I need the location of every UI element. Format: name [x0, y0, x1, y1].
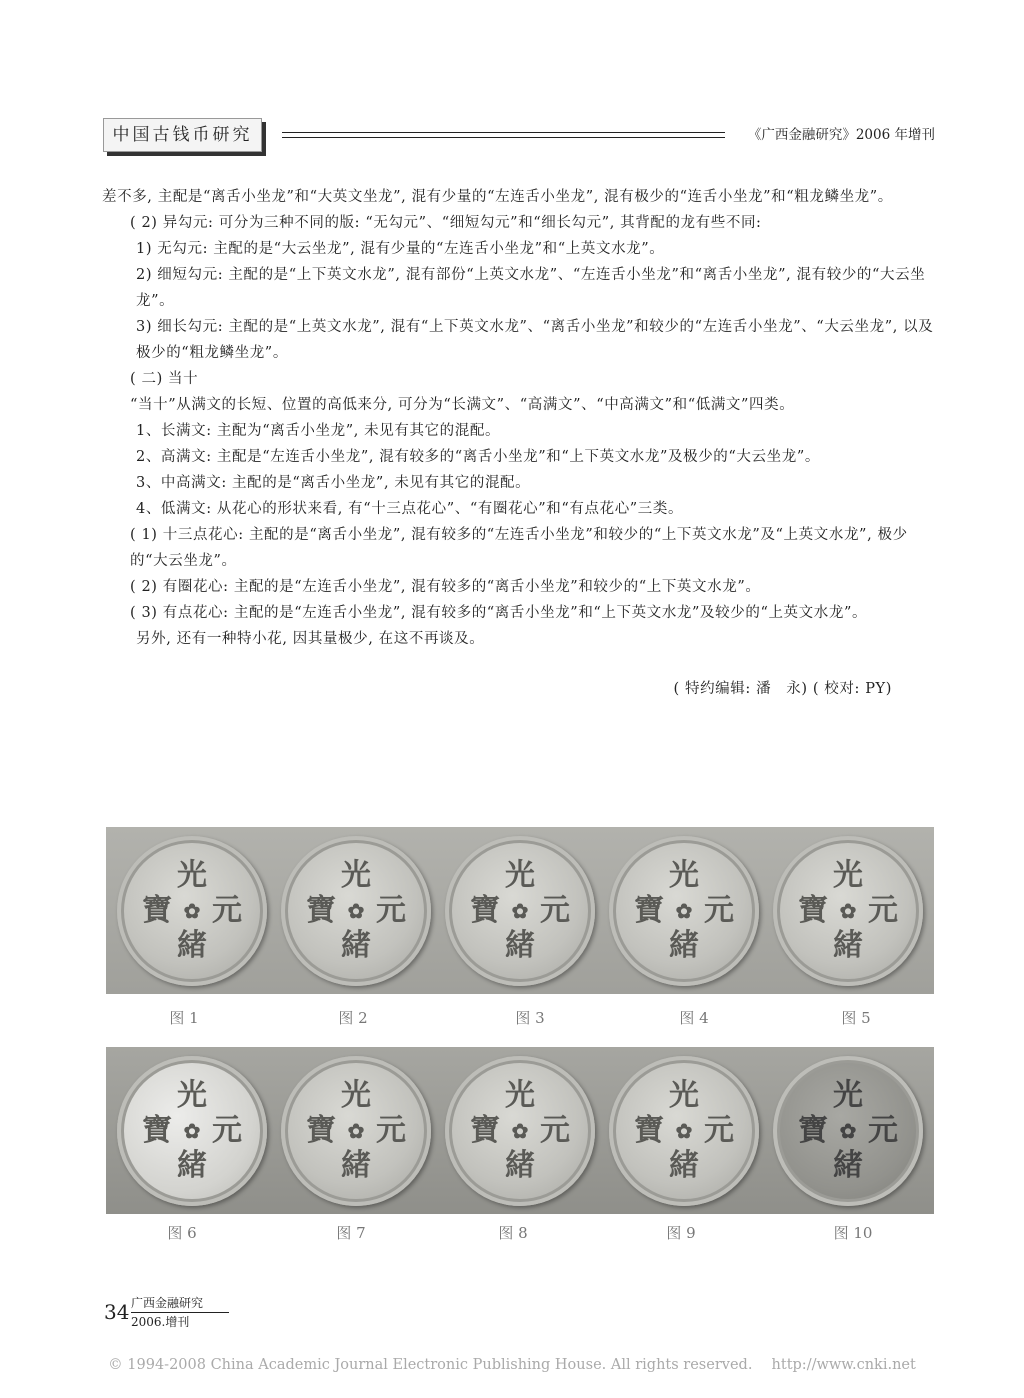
figure-caption: 图 5 — [841, 1009, 871, 1027]
paragraph: 4、低满文: 从花心的形状来看, 有“十三点花心”、“有圈花心”和“有点花心”三类。 — [136, 501, 684, 517]
paragraph: 另外, 还有一种特小花, 因其量极少, 在这不再谈及。 — [136, 631, 485, 647]
article-body — [102, 184, 938, 702]
figure-caption: 图 6 — [167, 1224, 197, 1242]
paragraph: 2) 细短勾元: 主配的是“上下英文水龙”, 混有部份“上英文水龙”、“左连舌小坐龙”和“离舌小坐龙”, 混有较少的“大云坐龙”。 — [136, 267, 926, 309]
header-rule-bottom — [282, 137, 725, 138]
paragraph: 1、长满文: 主配为“离舌小坐龙”, 未见有其它的混配。 — [136, 423, 501, 439]
coin-photo-strip-1 — [106, 827, 934, 994]
figure-caption: 图 4 — [679, 1009, 709, 1027]
section-heading: ( 二) 当十 — [130, 371, 199, 387]
section-label: 中国古钱币研究 — [103, 118, 262, 152]
page-number: 34 — [104, 1300, 130, 1324]
figure-caption: 图 1 — [169, 1009, 199, 1027]
paragraph: 3) 细长勾元: 主配的是“上英文水龙”, 混有“上下英文水龙”、“离舌小坐龙”和较少的“左连舌小坐龙”、“大云坐龙”, 以及极少的“粗龙鳞坐龙”。 — [136, 319, 934, 361]
coin-image: 光 寶 元 緒 ✿ — [773, 836, 923, 986]
editor-note: ( 特约编辑: 潘 永) ( 校对: PY) — [673, 681, 892, 697]
figure-caption: 图 2 — [338, 1009, 368, 1027]
figure-caption: 图 3 — [515, 1009, 545, 1027]
coin-image: 光 寶 元 緒 ✿ — [117, 836, 267, 986]
figure-caption: 图 8 — [498, 1224, 528, 1242]
coin-image: 光 寶 元 緒 ✿ — [609, 1056, 759, 1206]
coin-photo-strip-2 — [106, 1047, 934, 1214]
coin-image: 光 寶 元 緒 ✿ — [281, 1056, 431, 1206]
paragraph: ( 3) 有点花心: 主配的是“左连舌小坐龙”, 混有较多的“离舌小坐龙”和“上下英文水龙”及较少的“上英文水龙”。 — [130, 605, 868, 621]
coin-image: 光 寶 元 緒 ✿ — [445, 1056, 595, 1206]
paragraph: ( 2) 异勾元: 可分为三种不同的版: “无勾元”、“细短勾元”和“细长勾元”, 其背配的龙有些不同: — [130, 215, 762, 231]
footer-issue: 2006.增刊 — [131, 1315, 190, 1329]
footer-journal: 广西金融研究 — [131, 1296, 204, 1310]
figure-caption: 图 10 — [833, 1224, 873, 1242]
paragraph: ( 1) 十三点花心: 主配的是“离舌小坐龙”, 混有较多的“左连舌小坐龙”和较少的“上下英文水龙”及“上英文水龙”, 极少的“大云坐龙”。 — [130, 527, 908, 569]
paragraph: ( 2) 有圈花心: 主配的是“左连舌小坐龙”, 混有较多的“离舌小坐龙”和较少的“上下英文水龙”。 — [130, 579, 761, 595]
coin-image: 光 寶 元 緒 ✿ — [117, 1056, 267, 1206]
paragraph: “当十”从满文的长短、位置的高低来分, 可分为“长满文”、“高满文”、“中高满文”和“低满文”四类。 — [130, 397, 795, 413]
figure-caption: 图 9 — [666, 1224, 696, 1242]
coin-image: 光 寶 元 緒 ✿ — [609, 836, 759, 986]
paragraph: 3、中高满文: 主配的是“离舌小坐龙”, 未见有其它的混配。 — [136, 475, 531, 491]
header-rule-top — [282, 132, 725, 133]
figure-caption: 图 7 — [336, 1224, 366, 1242]
paragraph: 1) 无勾元: 主配的是“大云坐龙”, 混有少量的“左连舌小坐龙”和“上英文水龙”。 — [136, 241, 665, 257]
paragraph: 2、高满文: 主配是“左连舌小坐龙”, 混有较多的“离舌小坐龙”和“上下英文水龙”及极少的“大云坐龙”。 — [136, 449, 820, 465]
coin-image: 光 寶 元 緒 ✿ — [281, 836, 431, 986]
coin-image: 光 寶 元 緒 ✿ — [445, 836, 595, 986]
paragraph: 差不多, 主配是“离舌小坐龙”和“大英文坐龙”, 混有少量的“左连舌小坐龙”, 混有极少的“连舌小坐龙”和“粗龙鳞坐龙”。 — [102, 189, 893, 205]
copyright-notice: © 1994-2008 China Academic Journal Electronic Publishing House. All rights reserved. http://www.cnki.net — [108, 1357, 916, 1373]
footer-rule — [131, 1312, 229, 1313]
coin-image: 光 寶 元 緒 ✿ — [773, 1056, 923, 1206]
journal-issue: 《广西金融研究》2006 年增刊 — [747, 127, 935, 143]
